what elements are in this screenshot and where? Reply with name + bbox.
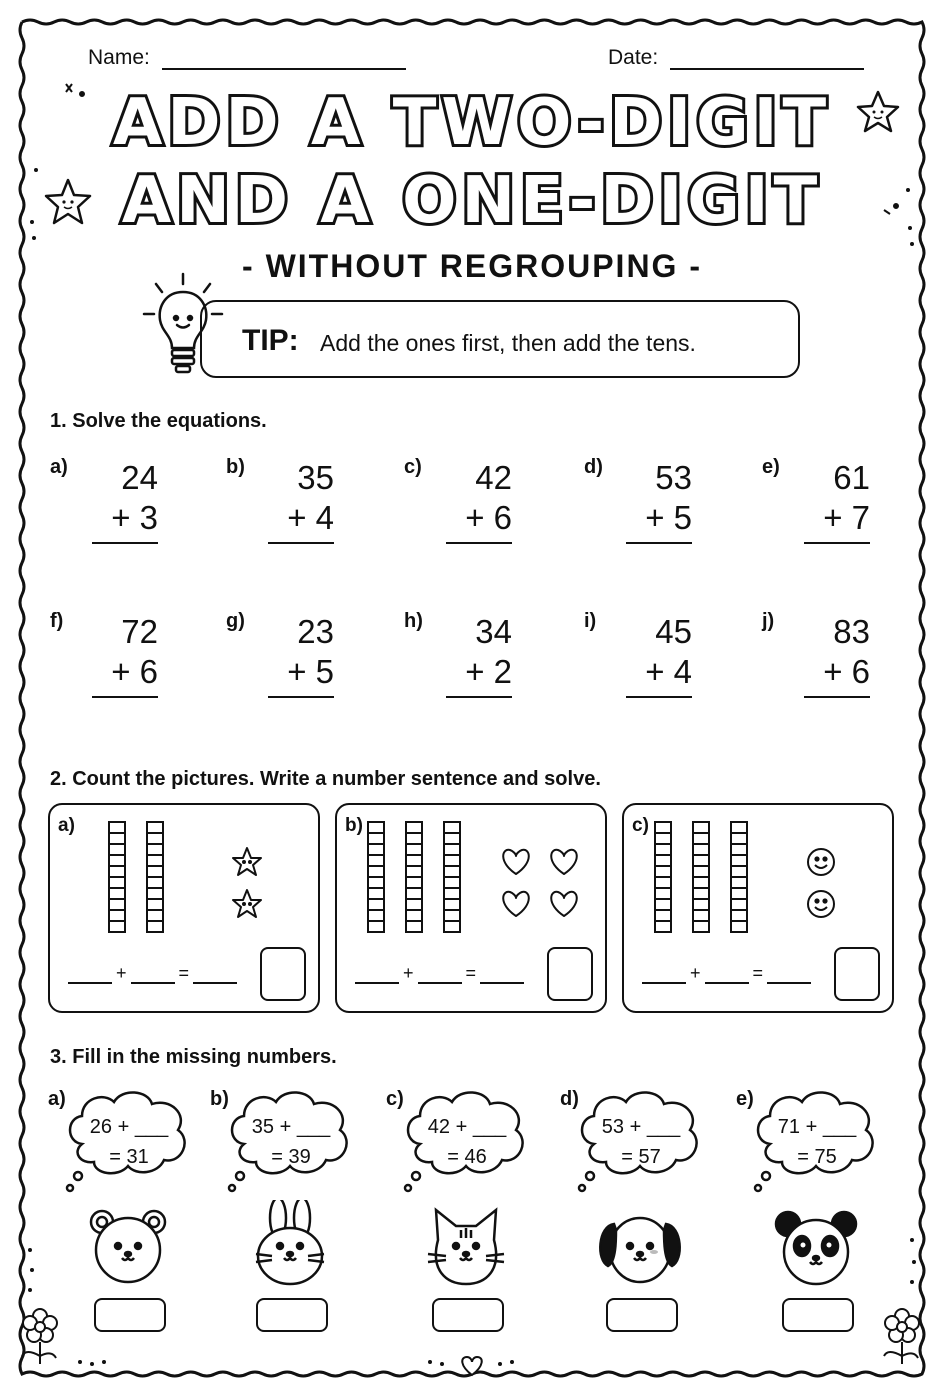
tip-text: Add the ones first, then add the tens. <box>320 330 696 356</box>
cat-icon <box>416 1200 516 1290</box>
problem <box>626 612 692 698</box>
problem-letter: a) <box>50 456 68 478</box>
equation-line-1: 42 + ___ <box>427 1116 507 1138</box>
equation-line-2: = 31 <box>109 1146 149 1168</box>
item-letter: d) <box>560 1088 579 1110</box>
answer-box[interactable] <box>547 947 593 1001</box>
problem <box>92 458 158 544</box>
tens-rod <box>367 821 385 933</box>
plus-sign: + <box>116 963 127 983</box>
tens-rod <box>405 821 423 933</box>
problem-letter: c) <box>404 456 422 478</box>
bunny-icon <box>240 1200 340 1290</box>
problem-addend: + 3 <box>111 499 158 536</box>
problem-top-number: 45 <box>655 613 692 650</box>
cloud-equation <box>74 1112 184 1172</box>
answer-box[interactable] <box>94 1298 166 1332</box>
problem-letter: b) <box>226 456 245 478</box>
equation-line-2: = 75 <box>797 1146 837 1168</box>
tens-rod <box>108 821 126 933</box>
smiley-icon <box>804 845 838 879</box>
problem-addend: + 2 <box>465 653 512 690</box>
problem-top-number: 24 <box>121 459 158 496</box>
heart-icon <box>547 887 581 921</box>
problem-top-number: 61 <box>833 459 870 496</box>
problem-letter: j) <box>762 610 775 632</box>
cloud-equation <box>586 1112 696 1172</box>
section-2-title: 2. Count the pictures. Write a number sentence and solve. <box>50 768 601 790</box>
blank-line[interactable] <box>480 982 524 984</box>
equation-line-2: = 57 <box>621 1146 661 1168</box>
problem <box>268 458 334 544</box>
panda-icon <box>766 1200 866 1290</box>
equation-line-2: = 39 <box>271 1146 311 1168</box>
equals-sign: = <box>178 963 190 983</box>
blank-line[interactable] <box>193 982 237 984</box>
answer-box[interactable] <box>606 1298 678 1332</box>
answer-line[interactable] <box>268 696 334 698</box>
name-field[interactable] <box>88 46 406 70</box>
number-sentence <box>64 963 241 984</box>
number-sentence <box>351 963 528 984</box>
box-letter: c) <box>632 815 649 836</box>
problem-top-number: 35 <box>297 459 334 496</box>
blank-line[interactable] <box>418 982 462 984</box>
plus-sign: + <box>690 963 701 983</box>
flower-right-icon <box>884 1309 919 1364</box>
blank-line[interactable] <box>68 982 112 984</box>
equals-sign: = <box>752 963 764 983</box>
tens-rod <box>146 821 164 933</box>
problem-top-number: 34 <box>475 613 512 650</box>
count-box <box>622 803 894 1013</box>
count-box <box>335 803 607 1013</box>
problem <box>268 612 334 698</box>
star-icon <box>230 887 264 921</box>
problem-addend: + 6 <box>111 653 158 690</box>
problem-letter: d) <box>584 456 603 478</box>
cloud-equation <box>762 1112 872 1172</box>
star-icon <box>230 845 264 879</box>
problem-top-number: 53 <box>655 459 692 496</box>
answer-box[interactable] <box>782 1298 854 1332</box>
item-letter: c) <box>386 1088 404 1110</box>
problem <box>92 612 158 698</box>
plus-sign: + <box>403 963 414 983</box>
problem <box>446 612 512 698</box>
name-line[interactable] <box>162 68 406 70</box>
problem-addend: + 5 <box>645 499 692 536</box>
problem <box>804 612 870 698</box>
problem-letter: h) <box>404 610 423 632</box>
answer-box[interactable] <box>834 947 880 1001</box>
blank-line[interactable] <box>355 982 399 984</box>
problem-addend: + 5 <box>287 653 334 690</box>
problem <box>804 458 870 544</box>
flower-left-icon <box>22 1309 57 1364</box>
heart-icon <box>499 887 533 921</box>
name-label: Name: <box>88 46 150 69</box>
section-1-title: 1. Solve the equations. <box>50 410 267 432</box>
item-letter: e) <box>736 1088 754 1110</box>
answer-box[interactable] <box>260 947 306 1001</box>
answer-line[interactable] <box>268 542 334 544</box>
answer-line[interactable] <box>804 696 870 698</box>
problem-top-number: 72 <box>121 613 158 650</box>
problem-addend: + 4 <box>287 499 334 536</box>
heart-decoration-icon <box>462 1357 481 1375</box>
section-3-title: 3. Fill in the missing numbers. <box>50 1046 337 1068</box>
title-line-2: AND A ONE-DIGIT <box>121 164 823 238</box>
answer-line[interactable] <box>446 542 512 544</box>
equation-line-1: 35 + ___ <box>251 1116 331 1138</box>
problem <box>446 458 512 544</box>
date-line[interactable] <box>670 68 864 70</box>
heart-icon <box>547 845 581 879</box>
problem-top-number: 23 <box>297 613 334 650</box>
blank-line[interactable] <box>642 982 686 984</box>
equation-line-1: 53 + ___ <box>601 1116 681 1138</box>
problem-letter: f) <box>50 610 64 632</box>
subtitle: - WITHOUT REGROUPING - <box>242 248 702 284</box>
problem-top-number: 83 <box>833 613 870 650</box>
date-field[interactable] <box>608 46 864 70</box>
problem-top-number: 42 <box>475 459 512 496</box>
answer-box[interactable] <box>256 1298 328 1332</box>
blank-line[interactable] <box>767 982 811 984</box>
date-label: Date: <box>608 46 659 69</box>
equation-line-1: 71 + ___ <box>777 1116 857 1138</box>
item-letter: b) <box>210 1088 229 1110</box>
answer-line[interactable] <box>92 542 158 544</box>
tens-rod <box>730 821 748 933</box>
answer-line[interactable] <box>626 542 692 544</box>
count-box <box>48 803 320 1013</box>
answer-box[interactable] <box>432 1298 504 1332</box>
cloud-equation <box>236 1112 346 1172</box>
equation-line-1: 26 + ___ <box>89 1116 169 1138</box>
box-letter: a) <box>58 815 75 836</box>
equals-sign: = <box>465 963 477 983</box>
problem <box>626 458 692 544</box>
tens-rod <box>692 821 710 933</box>
problem-addend: + 7 <box>823 499 870 536</box>
problem-letter: g) <box>226 610 245 632</box>
tens-rod <box>443 821 461 933</box>
answer-line[interactable] <box>446 696 512 698</box>
tens-rod <box>654 821 672 933</box>
answer-line[interactable] <box>626 696 692 698</box>
problem-addend: + 6 <box>465 499 512 536</box>
heart-icon <box>499 845 533 879</box>
answer-line[interactable] <box>804 542 870 544</box>
number-sentence <box>638 963 815 984</box>
title-line-1: ADD A TWO-DIGIT <box>112 86 832 160</box>
equation-line-2: = 46 <box>447 1146 487 1168</box>
dog-icon <box>590 1200 690 1290</box>
bear-icon <box>78 1200 178 1290</box>
blank-line[interactable] <box>705 982 749 984</box>
box-letter: b) <box>345 815 363 836</box>
smiley-icon <box>804 887 838 921</box>
tip-label: TIP: <box>242 324 299 357</box>
problem-letter: e) <box>762 456 780 478</box>
answer-line[interactable] <box>92 696 158 698</box>
problem-addend: + 4 <box>645 653 692 690</box>
cloud-equation <box>412 1112 522 1172</box>
problem-letter: i) <box>584 610 597 632</box>
problem-addend: + 6 <box>823 653 870 690</box>
blank-line[interactable] <box>131 982 175 984</box>
item-letter: a) <box>48 1088 66 1110</box>
